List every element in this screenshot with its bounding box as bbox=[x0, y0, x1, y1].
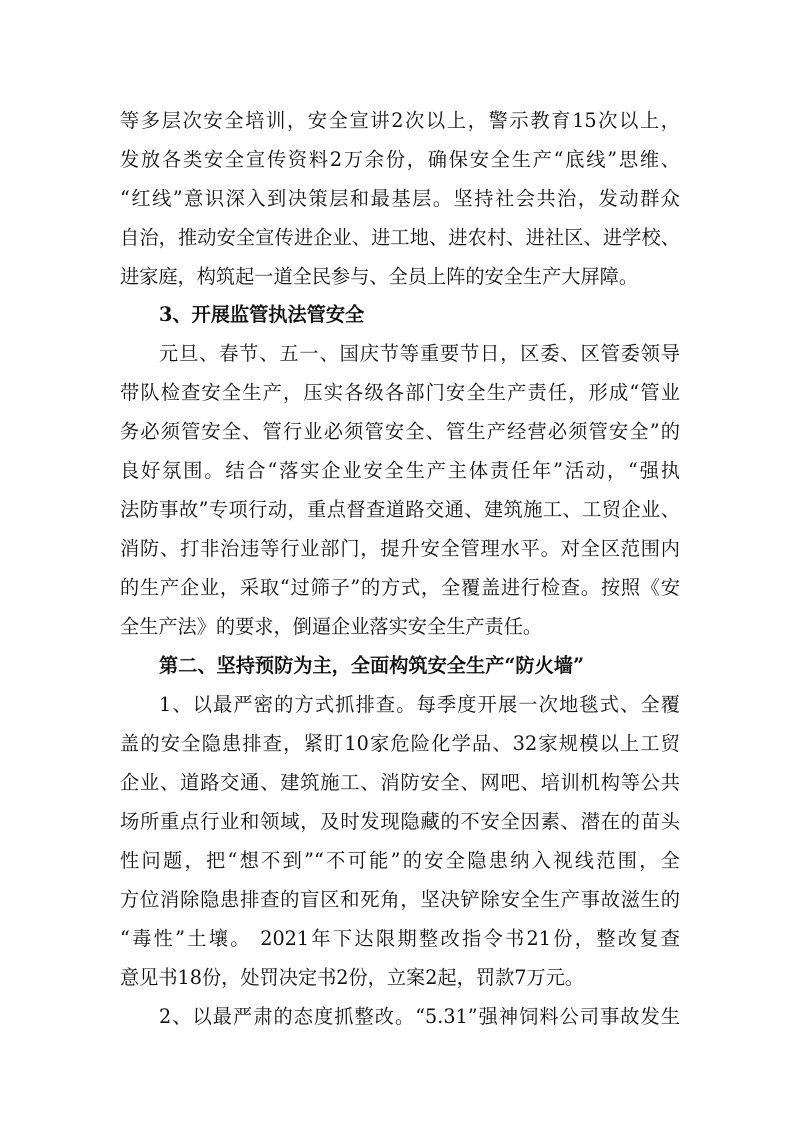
paragraph-line: 元旦、春节、五一、国庆节等重要节日，区委、区管委领导 bbox=[159, 342, 680, 365]
paragraph-line: 意见书18份，处罚决定书2份，立案2起，罚款7万元。 bbox=[120, 966, 584, 989]
section-heading: 3、开展监管执法管安全 bbox=[159, 303, 365, 326]
paragraph-line: “毒性”土壤。 2021年下达限期整改指令书21份，整改复查 bbox=[120, 927, 680, 950]
paragraph-line: 消防、打非治违等行业部门，提升安全管理水平。对全区范围内 bbox=[120, 537, 680, 560]
paragraph-line: 场所重点行业和领域，及时发现隐藏的不安全因素、潜在的苗头 bbox=[120, 810, 680, 833]
paragraph-line: 性问题，把“想不到”“不可能”的安全隐患纳入视线范围，全 bbox=[120, 849, 680, 872]
paragraph-line: 带队检查安全生产，压实各级各部门安全生产责任，形成“管业 bbox=[120, 381, 680, 404]
paragraph-line: 良好氛围。结合“落实企业安全生产主体责任年”活动，“强执 bbox=[120, 459, 680, 482]
paragraph-line: 务必须管安全、管行业必须管安全、管生产经营必须管安全”的 bbox=[120, 420, 680, 443]
paragraph-line: 方位消除隐患排查的盲区和死角，坚决铲除安全生产事故滋生的 bbox=[120, 888, 680, 911]
paragraph-line: 等多层次安全培训，安全宣讲2次以上，警示教育15次以上， bbox=[120, 109, 680, 132]
paragraph-line: 企业、道路交通、建筑施工、消防安全、网吧、培训机构等公共 bbox=[120, 771, 680, 794]
paragraph-line: 1、以最严密的方式抓排查。每季度开展一次地毯式、全覆 bbox=[159, 693, 680, 716]
paragraph-line: 法防事故”专项行动，重点督查道路交通、建筑施工、工贸企业、 bbox=[120, 498, 680, 521]
paragraph-line: 2、以最严肃的态度抓整改。“5.31”强神饲料公司事故发生 bbox=[159, 1005, 680, 1028]
paragraph-line: 进家庭，构筑起一道全民参与、全员上阵的安全生产大屏障。 bbox=[120, 265, 639, 288]
paragraph-line: “红线”意识深入到决策层和最基层。坚持社会共治，发动群众 bbox=[120, 187, 680, 210]
paragraph-line: 盖的安全隐患排查，紧盯10家危险化学品、32家规模以上工贸 bbox=[120, 732, 680, 755]
paragraph-line: 全生产法》的要求，倒逼企业落实安全生产责任。 bbox=[120, 615, 543, 638]
paragraph-line: 的生产企业，采取“过筛子”的方式，全覆盖进行检查。按照《安 bbox=[120, 576, 680, 599]
chapter-heading: 第二、坚持预防为主，全面构筑安全生产“防火墙” bbox=[159, 654, 585, 677]
paragraph-line: 发放各类安全宣传资料2万余份，确保安全生产“底线”思维、 bbox=[120, 148, 680, 171]
paragraph-line: 自治，推动安全宣传进企业、进工地、进农村、进社区、进学校、 bbox=[120, 226, 680, 249]
